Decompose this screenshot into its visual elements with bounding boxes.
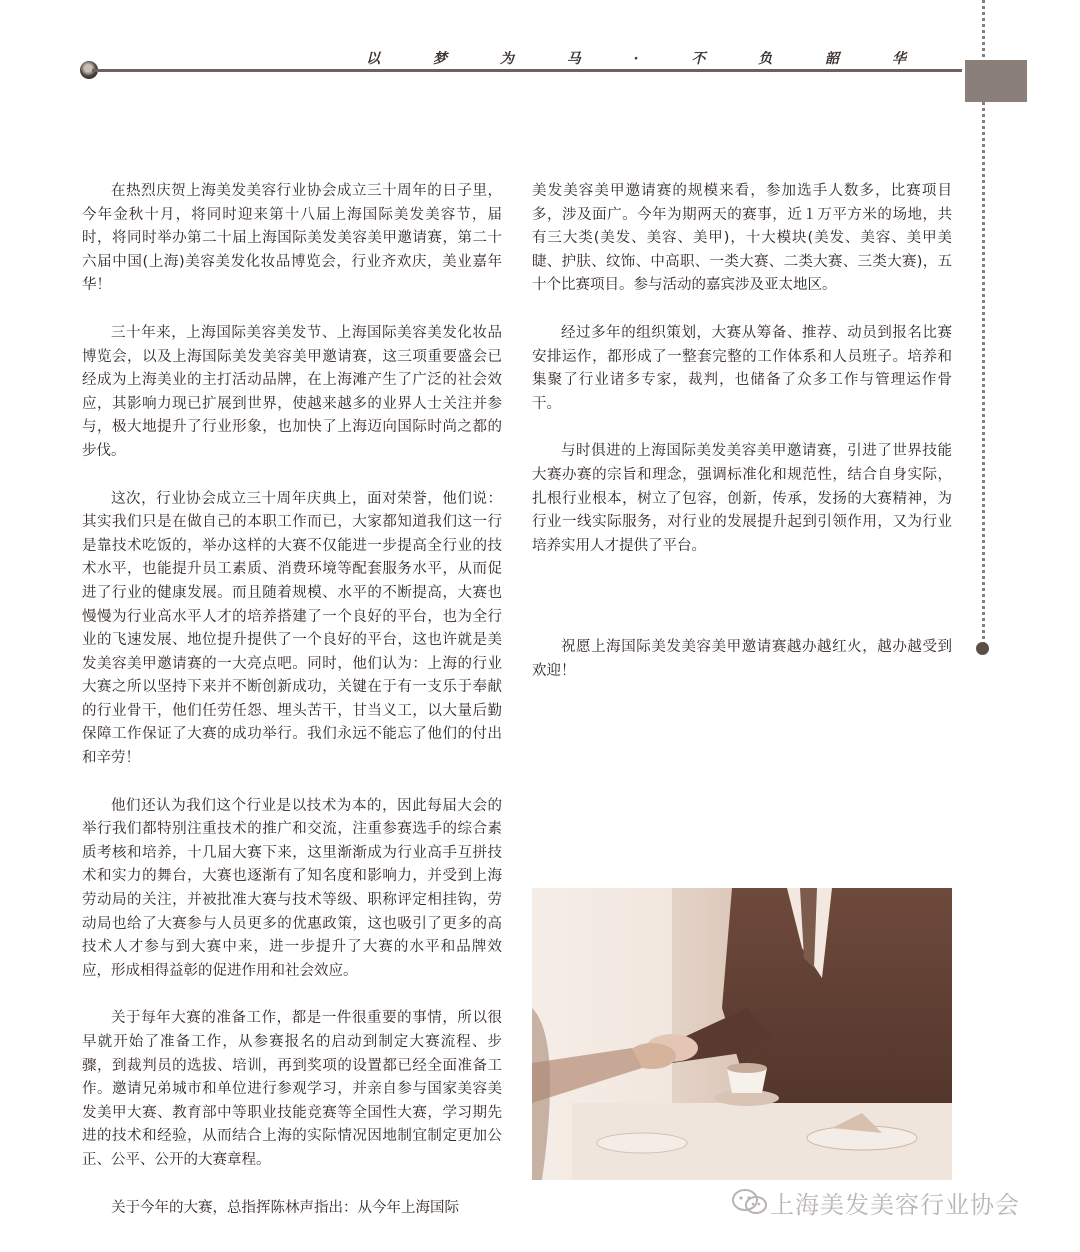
dotted-divider (982, 0, 985, 645)
left-column (82, 180, 502, 1244)
wechat-icon (730, 1187, 770, 1217)
paragraph: 关于每年大赛的准备工作，都是一件很重要的事情，所以很早就开始了准备工作，从参赛报名的启动到制定大赛流程、步骤，到裁判员的选拔、培训，再到奖项的设置都已经全面准备工作。邀请兄弟城市和单位进行参观学习，并亲自参与国家美容美发美甲大赛、教育部中等职业技能竞赛等全国性大赛，学习期先进的技术和经验，从而结合上海的实际情况因地制宜制定更加公正、公平、公开的大赛章程。 (82, 1010, 502, 1168)
paragraph: 这次，行业协会成立三十周年庆典上，面对荣誉，他们说：其实我们只是在做自己的本职工作而已，大家都知道我们这一行是靠技术吃饭的，举办这样的大赛不仅能进一步提高全行业的技术水平，也能提升员工素质、消费环境等配套服务水平，从而促进了行业的健康发展。而且随着规模、水平的不断提高，大赛也慢慢为行业高水平人才的培养搭建了一个良好的平台，也为全行业的飞速发展、地位提升提供了一个良好的平台，这也许就是美发美容美甲邀请赛的一大亮点吧。同时，他们认为：上海的行业大赛之所以坚持下来并不断创新成功，关键在于有一支乐于奉献的行业骨干，他们任劳任怨、埋头苦干，甘当义工，以大量后勤保障工作保证了大赛的成功举行。我们永远不能忘了他们的付出和辛劳！ (82, 490, 502, 767)
paragraph: 他们还认为我们这个行业是以技术为本的，因此每届大会的举行我们都特别注重技术的推广和交流，注重参赛选手的综合素质考核和培养，十几届大赛下来，这里渐渐成为行业高手互拼技术和实力的舞台，大赛也逐渐有了知名度和影响力，并受到上海劳动局的关注，并被批准大赛与技术等级、职称评定相挂钩，劳动局也给了大赛参与人员更多的优惠政策，这也吸引了更多的高技术人才参与到大赛中来，进一步提升了大赛的水平和品牌效应，形成相得益彰的促进作用和社会效应。 (82, 797, 502, 979)
dotted-divider-end (976, 642, 989, 655)
right-column (532, 180, 952, 708)
watermark-text: 上海美发美容行业协会 (770, 1190, 1020, 1219)
paragraph: 与时俱进的上海国际美发美容美甲邀请赛，引进了世界技能大赛办赛的宗旨和理念，强调标准化和规范性，结合自身实际，扎根行业根本，树立了包容，创新，传承，发扬的大赛精神，为行业一线实际服务，对行业的发展提升起到引领作用，又为行业培养实用人才提供了平台。 (532, 443, 952, 554)
paragraph: 三十年来，上海国际美容美发节、上海国际美容美发化妆品博览会，以及上海国际美发美容美甲邀请赛，这三项重要盛会已经成为上海美业的主打活动品牌，在上海滩产生了广泛的社会效应，其影响力现已扩展到世界，使越来越多的业界人士关注并参与，极大地提升了行业形象，也加快了上海迈向国际时尚之都的步伐。 (82, 324, 502, 459)
header-motto: 以 梦 为 马 · 不 负 韶 华 (366, 51, 930, 67)
paragraph: 在热烈庆贺上海美发美容行业协会成立三十周年的日子里，今年金秋十月，将同时迎来第十八届上海国际美发美容节，届时，将同时举办第二十届上海国际美发美容美甲邀请赛，第二十六届中国(上海)美容美发化妆品博览会，行业齐欢庆，美业嘉年华！ (82, 183, 502, 294)
paragraph: 经过多年的组织策划，大赛从筹备、推荐、动员到报名比赛安排运作，都形成了一整套完整的工作体系和人员班子。培养和集聚了行业诸多专家，裁判，也储备了众多工作与管理运作骨干。 (532, 324, 952, 412)
header-rule (92, 69, 962, 72)
paragraph-continuation: 美发美容美甲邀请赛的规模来看，参加选手人数多，比赛项目多，涉及面广。今年为期两天的赛事，近１万平方米的场地，共有三大类(美发、美容、美甲)，十大模块(美发、美容、美甲美睫、护肤、纹饰、中高职、一类大赛、二类大赛、三类大赛)，五十个比赛项目。参与活动的嘉宾涉及亚太地区。 (532, 183, 952, 294)
wechat-watermark (730, 1184, 1020, 1220)
handshake-photo (532, 888, 952, 1180)
page-tab-marker (965, 60, 1027, 102)
paragraph: 关于今年的大赛，总指挥陈林声指出：从今年上海国际 (111, 1199, 459, 1216)
closing-wish: 祝愿上海国际美发美容美甲邀请赛越办越红火，越办越受到欢迎！ (532, 639, 952, 679)
